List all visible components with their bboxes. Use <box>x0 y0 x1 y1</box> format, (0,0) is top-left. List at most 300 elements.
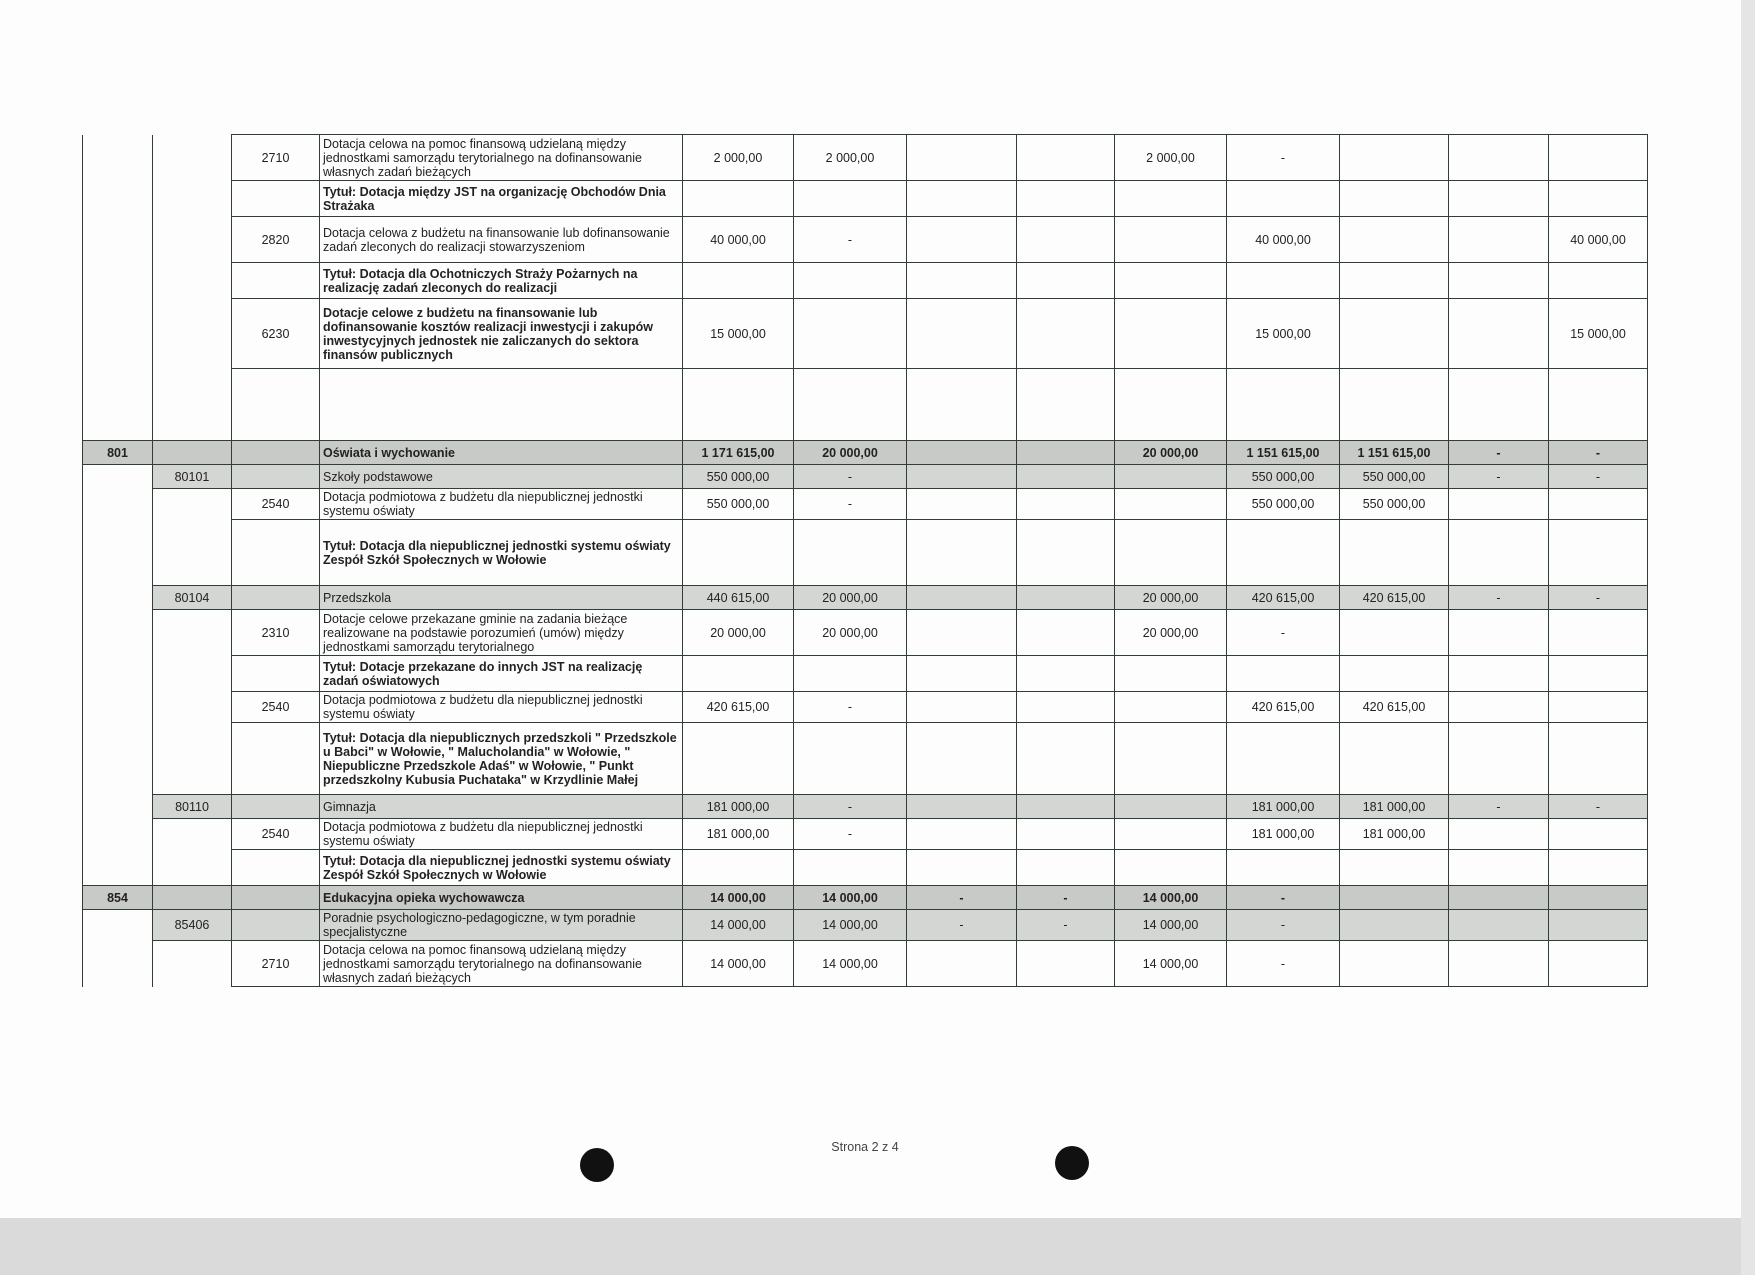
value-cell: 420 615,00 <box>1340 586 1449 610</box>
value-cell <box>794 369 907 441</box>
punch-hole-left <box>580 1148 614 1182</box>
rozdzial-cell <box>153 941 232 987</box>
value-cell <box>683 850 794 886</box>
value-cell: 181 000,00 <box>683 819 794 850</box>
value-cell: - <box>794 692 907 723</box>
rozdzial-cell <box>153 723 232 795</box>
value-cell <box>794 656 907 692</box>
value-cell: 15 000,00 <box>683 299 794 369</box>
paragraf-cell: 6230 <box>232 299 320 369</box>
value-cell: 2 000,00 <box>794 135 907 181</box>
value-cell <box>1449 610 1549 656</box>
dzial-cell <box>83 610 153 656</box>
value-cell: - <box>794 489 907 520</box>
rozdzial-cell <box>153 520 232 586</box>
value-cell <box>907 610 1017 656</box>
value-cell <box>1115 795 1227 819</box>
value-cell <box>907 586 1017 610</box>
value-cell <box>1017 819 1115 850</box>
value-cell <box>1449 910 1549 941</box>
value-cell <box>1340 299 1449 369</box>
title-cell: Tytuł: Dotacja dla niepublicznej jednostki systemu oświaty Zespół Szkół Społecznych w Wołowie <box>320 850 683 886</box>
title-cell: Tytuł: Dotacja między JST na organizację Obchodów Dnia Strażaka <box>320 181 683 217</box>
value-cell <box>1017 489 1115 520</box>
value-cell <box>1549 135 1648 181</box>
table-row <box>83 819 1648 850</box>
rozdzial-cell <box>153 263 232 299</box>
value-cell <box>1017 850 1115 886</box>
value-cell <box>1115 217 1227 263</box>
value-cell <box>1449 181 1549 217</box>
value-cell <box>1227 520 1340 586</box>
rozdzial-cell <box>153 217 232 263</box>
value-cell <box>1017 795 1115 819</box>
description-cell: Dotacje celowe przekazane gminie na zadania bieżące realizowane na podstawie porozumień (umów) między jednostkami samorządu terytorialnego <box>320 610 683 656</box>
table-row <box>83 586 1648 610</box>
value-cell <box>1340 135 1449 181</box>
value-cell <box>1449 217 1549 263</box>
value-cell: - <box>1017 910 1115 941</box>
value-cell <box>1017 135 1115 181</box>
value-cell: 181 000,00 <box>683 795 794 819</box>
value-cell <box>1549 263 1648 299</box>
value-cell <box>1227 263 1340 299</box>
value-cell: 550 000,00 <box>1227 489 1340 520</box>
dzial-cell <box>83 910 153 941</box>
value-cell: 20 000,00 <box>1115 441 1227 465</box>
punch-hole-right <box>1055 1146 1089 1180</box>
value-cell: 181 000,00 <box>1340 795 1449 819</box>
paragraf-cell: 2820 <box>232 217 320 263</box>
value-cell <box>1340 910 1449 941</box>
value-cell <box>1340 217 1449 263</box>
title-cell: Tytuł: Dotacje przekazane do innych JST na realizację zadań oświatowych <box>320 656 683 692</box>
value-cell: 420 615,00 <box>1227 692 1340 723</box>
table-row <box>83 181 1648 217</box>
paragraf-cell <box>232 520 320 586</box>
value-cell: 40 000,00 <box>1549 217 1648 263</box>
description-cell: Oświata i wychowanie <box>320 441 683 465</box>
paragraf-cell <box>232 910 320 941</box>
value-cell: - <box>1549 465 1648 489</box>
description-cell: Szkoły podstawowe <box>320 465 683 489</box>
value-cell: 20 000,00 <box>683 610 794 656</box>
value-cell: 14 000,00 <box>1115 941 1227 987</box>
value-cell <box>1340 181 1449 217</box>
description-cell: Dotacje celowe z budżetu na finansowanie lub dofinansowanie kosztów realizacji inwestycji i zakupów inwestycyjnych jednostek nie zaliczanych do sektora finansów publicznych <box>320 299 683 369</box>
value-cell: 14 000,00 <box>683 886 794 910</box>
paragraf-cell: 2710 <box>232 135 320 181</box>
value-cell <box>1017 941 1115 987</box>
description-cell: Dotacja podmiotowa z budżetu dla niepublicznej jednostki systemu oświaty <box>320 489 683 520</box>
value-cell <box>683 263 794 299</box>
value-cell: - <box>1449 586 1549 610</box>
paragraf-cell <box>232 263 320 299</box>
paragraf-cell: 2710 <box>232 941 320 987</box>
value-cell: 1 151 615,00 <box>1227 441 1340 465</box>
value-cell: - <box>794 217 907 263</box>
value-cell <box>1549 610 1648 656</box>
table-row <box>83 656 1648 692</box>
value-cell <box>1449 723 1549 795</box>
value-cell: 14 000,00 <box>1115 886 1227 910</box>
value-cell <box>1115 489 1227 520</box>
value-cell: 2 000,00 <box>683 135 794 181</box>
dzial-cell <box>83 941 153 987</box>
value-cell: 550 000,00 <box>683 465 794 489</box>
value-cell <box>1017 263 1115 299</box>
value-cell <box>907 795 1017 819</box>
dzial-cell <box>83 850 153 886</box>
value-cell: 20 000,00 <box>794 586 907 610</box>
description-cell: Przedszkola <box>320 586 683 610</box>
value-cell <box>1549 489 1648 520</box>
value-cell: 14 000,00 <box>794 910 907 941</box>
table-row <box>83 795 1648 819</box>
value-cell <box>1549 181 1648 217</box>
value-cell <box>907 299 1017 369</box>
value-cell <box>1449 886 1549 910</box>
rozdzial-cell <box>153 610 232 656</box>
value-cell <box>1115 723 1227 795</box>
paragraf-cell: 2540 <box>232 692 320 723</box>
value-cell: 14 000,00 <box>794 941 907 987</box>
value-cell <box>907 217 1017 263</box>
value-cell <box>907 465 1017 489</box>
value-cell <box>1449 941 1549 987</box>
value-cell <box>1017 610 1115 656</box>
value-cell <box>1115 692 1227 723</box>
value-cell <box>1017 217 1115 263</box>
rozdzial-cell <box>153 656 232 692</box>
value-cell: 440 615,00 <box>683 586 794 610</box>
value-cell <box>1017 299 1115 369</box>
dzial-cell <box>83 489 153 520</box>
value-cell <box>1115 299 1227 369</box>
value-cell: 550 000,00 <box>1340 489 1449 520</box>
value-cell: 550 000,00 <box>1227 465 1340 489</box>
value-cell <box>907 181 1017 217</box>
table-row <box>83 610 1648 656</box>
table-row <box>83 263 1648 299</box>
value-cell <box>1017 692 1115 723</box>
value-cell <box>907 135 1017 181</box>
value-cell <box>794 850 907 886</box>
value-cell <box>1449 520 1549 586</box>
value-cell <box>683 656 794 692</box>
value-cell <box>1340 886 1449 910</box>
title-cell <box>320 369 683 441</box>
value-cell <box>1340 850 1449 886</box>
value-cell: - <box>1449 441 1549 465</box>
paragraf-cell <box>232 465 320 489</box>
value-cell <box>1549 692 1648 723</box>
value-cell <box>1549 369 1648 441</box>
value-cell <box>1227 181 1340 217</box>
value-cell: 181 000,00 <box>1227 819 1340 850</box>
value-cell: 420 615,00 <box>1340 692 1449 723</box>
value-cell: 550 000,00 <box>683 489 794 520</box>
value-cell <box>907 441 1017 465</box>
value-cell <box>907 656 1017 692</box>
dzial-cell: 801 <box>83 441 153 465</box>
table-row <box>83 941 1648 987</box>
value-cell: - <box>1227 886 1340 910</box>
paragraf-cell <box>232 886 320 910</box>
value-cell: - <box>1449 465 1549 489</box>
value-cell <box>1449 369 1549 441</box>
value-cell <box>1115 181 1227 217</box>
rozdzial-cell: 85406 <box>153 910 232 941</box>
dzial-cell <box>83 520 153 586</box>
table-row <box>83 886 1648 910</box>
value-cell <box>1449 489 1549 520</box>
value-cell <box>1449 263 1549 299</box>
title-cell: Tytuł: Dotacja dla Ochotniczych Straży Pożarnych na realizację zadań zleconych do realizacji <box>320 263 683 299</box>
value-cell <box>1549 941 1648 987</box>
paragraf-cell <box>232 181 320 217</box>
value-cell: - <box>1549 586 1648 610</box>
value-cell <box>1549 723 1648 795</box>
scan-edge-right <box>1741 0 1755 1275</box>
paragraf-cell <box>232 656 320 692</box>
value-cell: - <box>1227 941 1340 987</box>
value-cell <box>1449 299 1549 369</box>
dzial-cell <box>83 135 153 181</box>
value-cell: 15 000,00 <box>1549 299 1648 369</box>
value-cell: - <box>1449 795 1549 819</box>
rozdzial-cell <box>153 441 232 465</box>
value-cell: 14 000,00 <box>683 910 794 941</box>
value-cell <box>1115 465 1227 489</box>
value-cell <box>1017 586 1115 610</box>
paragraf-cell <box>232 441 320 465</box>
value-cell <box>1115 520 1227 586</box>
table-row <box>83 465 1648 489</box>
value-cell <box>907 263 1017 299</box>
value-cell: 15 000,00 <box>1227 299 1340 369</box>
dzial-cell <box>83 465 153 489</box>
title-cell: Tytuł: Dotacja dla niepublicznej jednostki systemu oświaty Zespół Szkół Społecznych w Wołowie <box>320 520 683 586</box>
description-cell: Dotacja podmiotowa z budżetu dla niepublicznej jednostki systemu oświaty <box>320 692 683 723</box>
value-cell <box>1549 819 1648 850</box>
rozdzial-cell: 80104 <box>153 586 232 610</box>
paragraf-cell: 2540 <box>232 489 320 520</box>
value-cell <box>907 941 1017 987</box>
dzial-cell <box>83 586 153 610</box>
paragraf-cell <box>232 369 320 441</box>
value-cell <box>1340 656 1449 692</box>
dzial-cell <box>83 181 153 217</box>
rozdzial-cell <box>153 299 232 369</box>
rozdzial-cell: 80110 <box>153 795 232 819</box>
value-cell: - <box>1227 135 1340 181</box>
value-cell: 20 000,00 <box>794 441 907 465</box>
value-cell: - <box>907 886 1017 910</box>
value-cell <box>1017 181 1115 217</box>
description-cell: Edukacyjna opieka wychowawcza <box>320 886 683 910</box>
value-cell: - <box>1227 610 1340 656</box>
value-cell: 20 000,00 <box>1115 610 1227 656</box>
dzial-cell <box>83 795 153 819</box>
value-cell: 2 000,00 <box>1115 135 1227 181</box>
value-cell <box>1340 610 1449 656</box>
value-cell <box>1449 656 1549 692</box>
table-row <box>83 520 1648 586</box>
value-cell <box>1340 263 1449 299</box>
value-cell: 20 000,00 <box>794 610 907 656</box>
dzial-cell: 854 <box>83 886 153 910</box>
table-row <box>83 135 1648 181</box>
value-cell <box>794 181 907 217</box>
rozdzial-cell <box>153 135 232 181</box>
scan-edge-bottom <box>0 1218 1755 1275</box>
value-cell: - <box>794 465 907 489</box>
title-cell: Tytuł: Dotacja dla niepublicznych przedszkoli " Przedszkole u Babci" w Wołowie, " Malucholandia" w Wołowie, " Niepubliczne Przedszkole Adaś" w Wołowie, " Punkt przedszkolny Kubusia Puchataka" w Krzydlinie Małej <box>320 723 683 795</box>
value-cell <box>907 692 1017 723</box>
value-cell: - <box>1549 441 1648 465</box>
table-row <box>83 910 1648 941</box>
value-cell <box>794 263 907 299</box>
rozdzial-cell <box>153 886 232 910</box>
table-row <box>83 441 1648 465</box>
value-cell: 420 615,00 <box>683 692 794 723</box>
value-cell <box>1340 520 1449 586</box>
value-cell <box>1227 850 1340 886</box>
value-cell: 181 000,00 <box>1340 819 1449 850</box>
value-cell <box>1340 941 1449 987</box>
value-cell <box>683 181 794 217</box>
rozdzial-cell <box>153 819 232 850</box>
table-row <box>83 299 1648 369</box>
value-cell <box>907 723 1017 795</box>
paragraf-cell: 2540 <box>232 819 320 850</box>
value-cell <box>1115 369 1227 441</box>
value-cell <box>1449 692 1549 723</box>
value-cell <box>907 489 1017 520</box>
rozdzial-cell <box>153 489 232 520</box>
value-cell: 14 000,00 <box>683 941 794 987</box>
table-row <box>83 217 1648 263</box>
value-cell <box>1017 465 1115 489</box>
dzial-cell <box>83 299 153 369</box>
value-cell <box>1449 850 1549 886</box>
value-cell: - <box>1549 795 1648 819</box>
value-cell <box>1227 369 1340 441</box>
value-cell <box>907 520 1017 586</box>
value-cell <box>1115 656 1227 692</box>
paragraf-cell <box>232 586 320 610</box>
value-cell: 14 000,00 <box>794 886 907 910</box>
value-cell: 14 000,00 <box>1115 910 1227 941</box>
value-cell <box>907 850 1017 886</box>
paragraf-cell: 2310 <box>232 610 320 656</box>
value-cell <box>1017 369 1115 441</box>
value-cell <box>683 723 794 795</box>
budget-table <box>82 134 1648 987</box>
value-cell: - <box>1017 886 1115 910</box>
paragraf-cell <box>232 795 320 819</box>
value-cell <box>1449 819 1549 850</box>
table-row <box>83 723 1648 795</box>
table-row <box>83 850 1648 886</box>
value-cell <box>1115 850 1227 886</box>
value-cell <box>907 369 1017 441</box>
description-cell: Dotacja celowa na pomoc finansową udzielaną między jednostkami samorządu terytorialnego na dofinansowanie własnych zadań bieżących <box>320 941 683 987</box>
value-cell <box>1017 656 1115 692</box>
value-cell <box>1017 441 1115 465</box>
value-cell: - <box>794 819 907 850</box>
value-cell <box>1115 263 1227 299</box>
description-cell: Dotacja celowa na pomoc finansową udzielaną między jednostkami samorządu terytorialnego na dofinansowanie własnych zadań bieżących <box>320 135 683 181</box>
value-cell: 1 171 615,00 <box>683 441 794 465</box>
table-row <box>83 489 1648 520</box>
description-cell: Gimnazja <box>320 795 683 819</box>
value-cell <box>1017 520 1115 586</box>
value-cell: 40 000,00 <box>1227 217 1340 263</box>
value-cell <box>683 369 794 441</box>
value-cell <box>794 520 907 586</box>
dzial-cell <box>83 723 153 795</box>
dzial-cell <box>83 217 153 263</box>
dzial-cell <box>83 263 153 299</box>
value-cell <box>907 819 1017 850</box>
rozdzial-cell <box>153 369 232 441</box>
table-row <box>83 692 1648 723</box>
value-cell <box>1549 656 1648 692</box>
value-cell <box>1549 886 1648 910</box>
value-cell: 1 151 615,00 <box>1340 441 1449 465</box>
dzial-cell <box>83 692 153 723</box>
table-row <box>83 369 1648 441</box>
description-cell: Poradnie psychologiczno-pedagogiczne, w tym poradnie specjalistyczne <box>320 910 683 941</box>
value-cell: 550 000,00 <box>1340 465 1449 489</box>
dzial-cell <box>83 819 153 850</box>
dzial-cell <box>83 656 153 692</box>
value-cell <box>794 723 907 795</box>
rozdzial-cell: 80101 <box>153 465 232 489</box>
value-cell <box>1115 819 1227 850</box>
budget-table-sheet <box>82 134 1647 987</box>
paragraf-cell <box>232 723 320 795</box>
rozdzial-cell <box>153 692 232 723</box>
description-cell: Dotacja podmiotowa z budżetu dla niepublicznej jednostki systemu oświaty <box>320 819 683 850</box>
dzial-cell <box>83 369 153 441</box>
value-cell <box>1227 656 1340 692</box>
value-cell <box>1549 520 1648 586</box>
value-cell <box>1449 135 1549 181</box>
page-number: Strona 2 z 4 <box>831 1140 899 1154</box>
value-cell <box>1227 723 1340 795</box>
paragraf-cell <box>232 850 320 886</box>
value-cell <box>1549 910 1648 941</box>
description-cell: Dotacja celowa z budżetu na finansowanie lub dofinansowanie zadań zleconych do realizacji stowarzyszeniom <box>320 217 683 263</box>
value-cell: 40 000,00 <box>683 217 794 263</box>
value-cell <box>1549 850 1648 886</box>
value-cell: - <box>907 910 1017 941</box>
value-cell: 181 000,00 <box>1227 795 1340 819</box>
value-cell <box>794 299 907 369</box>
value-cell: 20 000,00 <box>1115 586 1227 610</box>
value-cell: - <box>1227 910 1340 941</box>
value-cell: - <box>794 795 907 819</box>
value-cell: 420 615,00 <box>1227 586 1340 610</box>
value-cell <box>1340 369 1449 441</box>
value-cell <box>1017 723 1115 795</box>
rozdzial-cell <box>153 181 232 217</box>
value-cell <box>1340 723 1449 795</box>
rozdzial-cell <box>153 850 232 886</box>
